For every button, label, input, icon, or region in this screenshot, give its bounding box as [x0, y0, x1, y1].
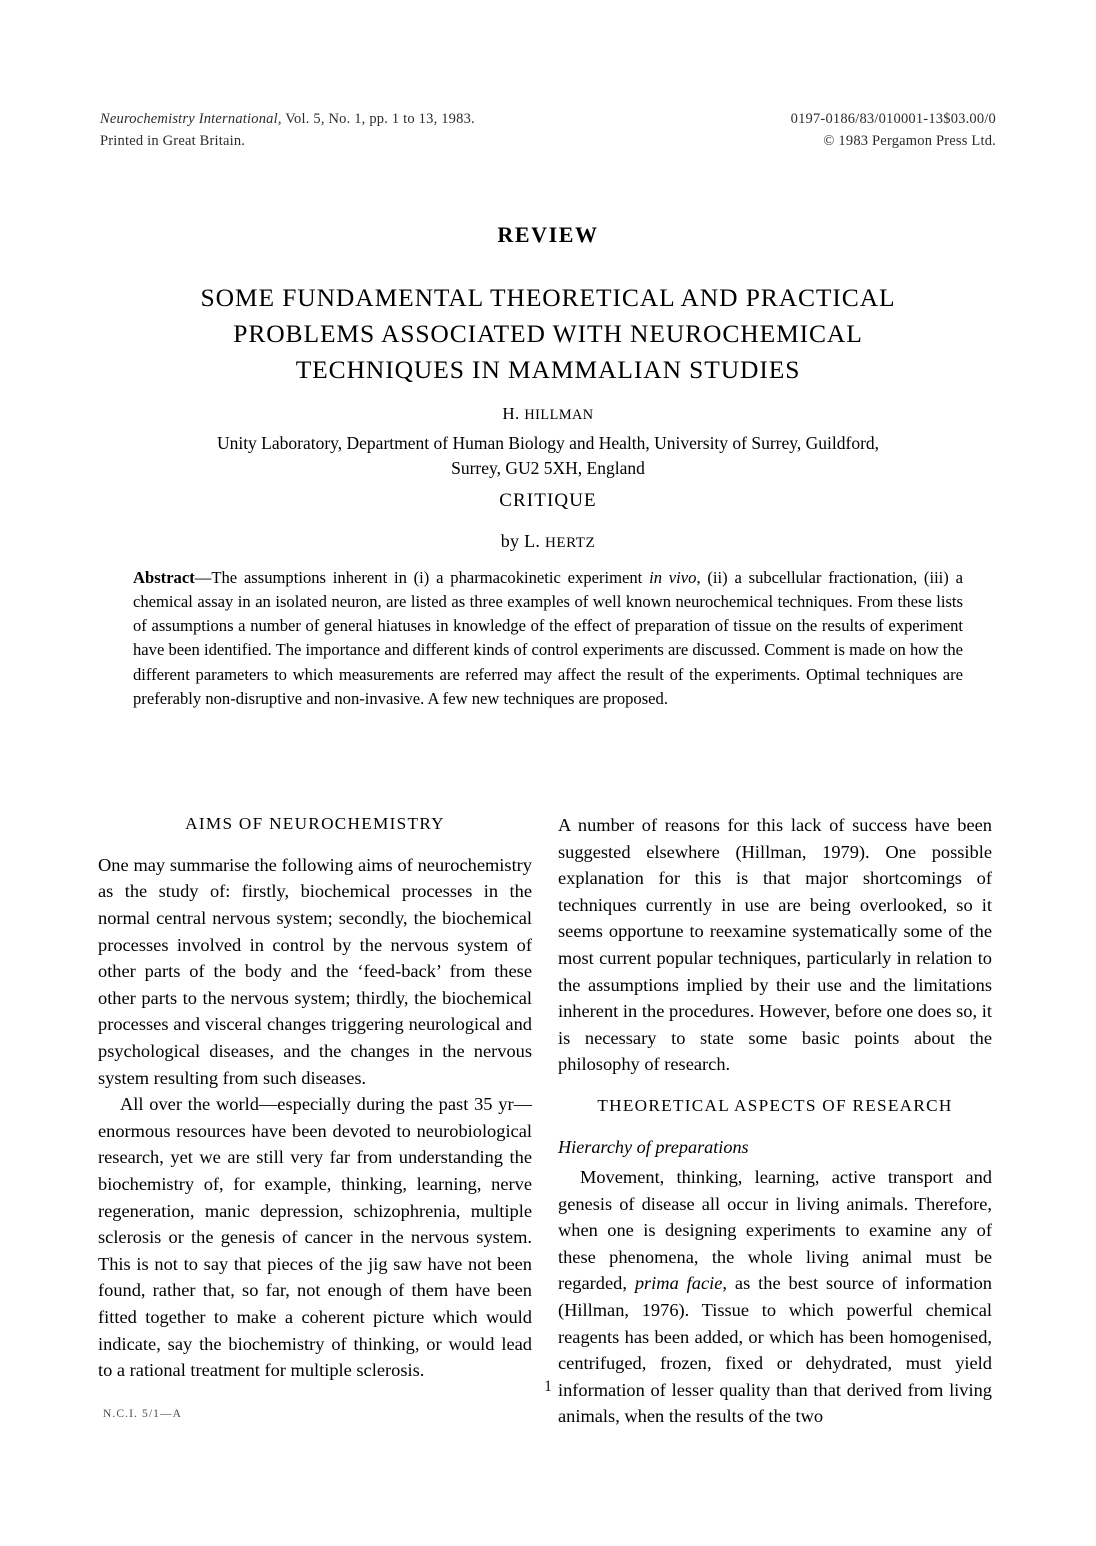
- journal-name: Neurochemistry International: [100, 111, 278, 127]
- section-heading-aims: AIMS OF NEUROCHEMISTRY: [185, 814, 445, 833]
- section-heading-theoretical-aspects: THEORETICAL ASPECTS OF RESEARCH: [597, 1095, 953, 1115]
- author-name: [0, 404, 1096, 424]
- title-line-2: PROBLEMS ASSOCIATED WITH NEUROCHEMICAL: [233, 319, 863, 349]
- journal-volume-info: , Vol. 5, No. 1, pp. 1 to 13, 1983.: [277, 111, 475, 127]
- right-paragraph-2-part-2: , as the best source of information (Hillman, 1976). Tissue to which powerful chemical reagents has been added, or which has been homogenised, centrifuged, frozen, fixed or dehydrated, must yield information of lesser quality than that derived from living animals, when the results of the two: [558, 1273, 992, 1427]
- author-affiliation: [120, 431, 976, 481]
- left-column: [98, 812, 532, 1384]
- author-surname: HILLMAN: [524, 407, 594, 423]
- running-head-left: [100, 108, 475, 153]
- right-paragraph-1: A number of reasons for this lack of success have been suggested elsewhere (Hillman, 1979). One possible explanation for this is that major shortcomings of techniques currently in use are being overlooked, so it seems opportune to reexamine systematically some of the most current popular techniques, particularly in relation to the assumptions implied by their use and the limitations inherent in the procedures. However, before one does so, it is necessary to state some basic points about the philosophy of research.: [558, 815, 992, 1075]
- review-label: REVIEW: [497, 222, 599, 247]
- left-paragraph-2: All over the world—especially during the past 35 yr—enormous resources have been devoted to neurobiological research, yet we are still very far from understanding the biochemistry of, for example, thinking, learning, nerve regeneration, manic depression, schizophrenia, multiple sclerosis or the genesis of cancer in the nervous system. This is not to say that pieces of the jig saw have not been found, rather that, so far, not enough of them have been fitted together to make a coherent picture which would indicate, say the biochemistry of thinking, or would lead to a rational treatment for multiple sclerosis.: [98, 1094, 532, 1381]
- page-number: 1: [544, 1378, 552, 1395]
- printed-in-line: Printed in Great Britain.: [100, 133, 246, 150]
- sub-heading-hierarchy: Hierarchy of preparations: [558, 1136, 749, 1157]
- left-paragraph-1: One may summarise the following aims of neurochemistry as the study of: firstly, biochemical processes in the normal central nervous system; secondly, the biochemical processes involved in control by the nervous system of other parts of the body and the ‘feed-back’ from these other parts to the nervous system; thirdly, the biochemical processes and visceral changes triggering neurological and psychological diseases, and the changes in the nervous system resulting from such diseases.: [98, 854, 532, 1088]
- page-title: [150, 280, 946, 389]
- critique-author-surname: HERTZ: [545, 535, 596, 551]
- affiliation-line-2: Surrey, GU2 5XH, England: [451, 457, 645, 478]
- title-line-3: TECHNIQUES IN MAMMALIAN STUDIES: [295, 355, 801, 385]
- journal-citation-line: [100, 108, 475, 130]
- copyright-line: © 1983 Pergamon Press Ltd.: [823, 133, 996, 150]
- abstract-dash: —: [194, 568, 212, 587]
- running-head-right: [791, 108, 996, 153]
- title-line-1: SOME FUNDAMENTAL THEORETICAL AND PRACTICAL: [200, 283, 896, 312]
- issn-code: 0197-0186/83/010001-13$03.00/0: [790, 111, 996, 127]
- abstract-text-part-2: , (ii) a subcellular fractionation, (iii) a chemical assay in an isolated neuron, are listed as three examples of well known neurochemical techniques. From these lists of assumptions a number of general hiatuses in knowledge of the effect of preparation of tissue on the results of experiment have been identified. The importance and different kinds of control experiments are discussed. Comment is made on how the different parameters to which measurements are referred may affect the result of the experiments. Optimal techniques are preferably non-disruptive and non-invasive. A few new techniques are proposed.: [133, 568, 963, 708]
- right-paragraph-2-italic: prima facie: [634, 1273, 723, 1294]
- abstract: [133, 566, 963, 711]
- abstract-text-part-1: The assumptions inherent in (i) a pharmacokinetic experiment: [211, 568, 650, 587]
- critique-author-line: [0, 531, 1096, 552]
- critique-by-prefix: by L.: [500, 531, 545, 551]
- running-head: [0, 108, 1096, 158]
- author-initial: H.: [502, 404, 525, 423]
- right-paragraph-2-part-1: Movement, thinking, learning, active transport and genesis of disease all occur in living animals. Therefore, when one is designing experiments to examine any of these phenomena, the whole living animal must be regarded,: [558, 1167, 992, 1294]
- abstract-label: Abstract: [133, 568, 195, 587]
- abstract-italic-in-vivo: in vivo: [649, 568, 697, 587]
- signature-mark: N.C.I. 5/1—A: [103, 1408, 183, 1420]
- right-column: [558, 812, 992, 1430]
- affiliation-line-1: Unity Laboratory, Department of Human Biology and Health, University of Surrey, Guildford,: [216, 433, 880, 453]
- critique-label: CRITIQUE: [499, 490, 597, 511]
